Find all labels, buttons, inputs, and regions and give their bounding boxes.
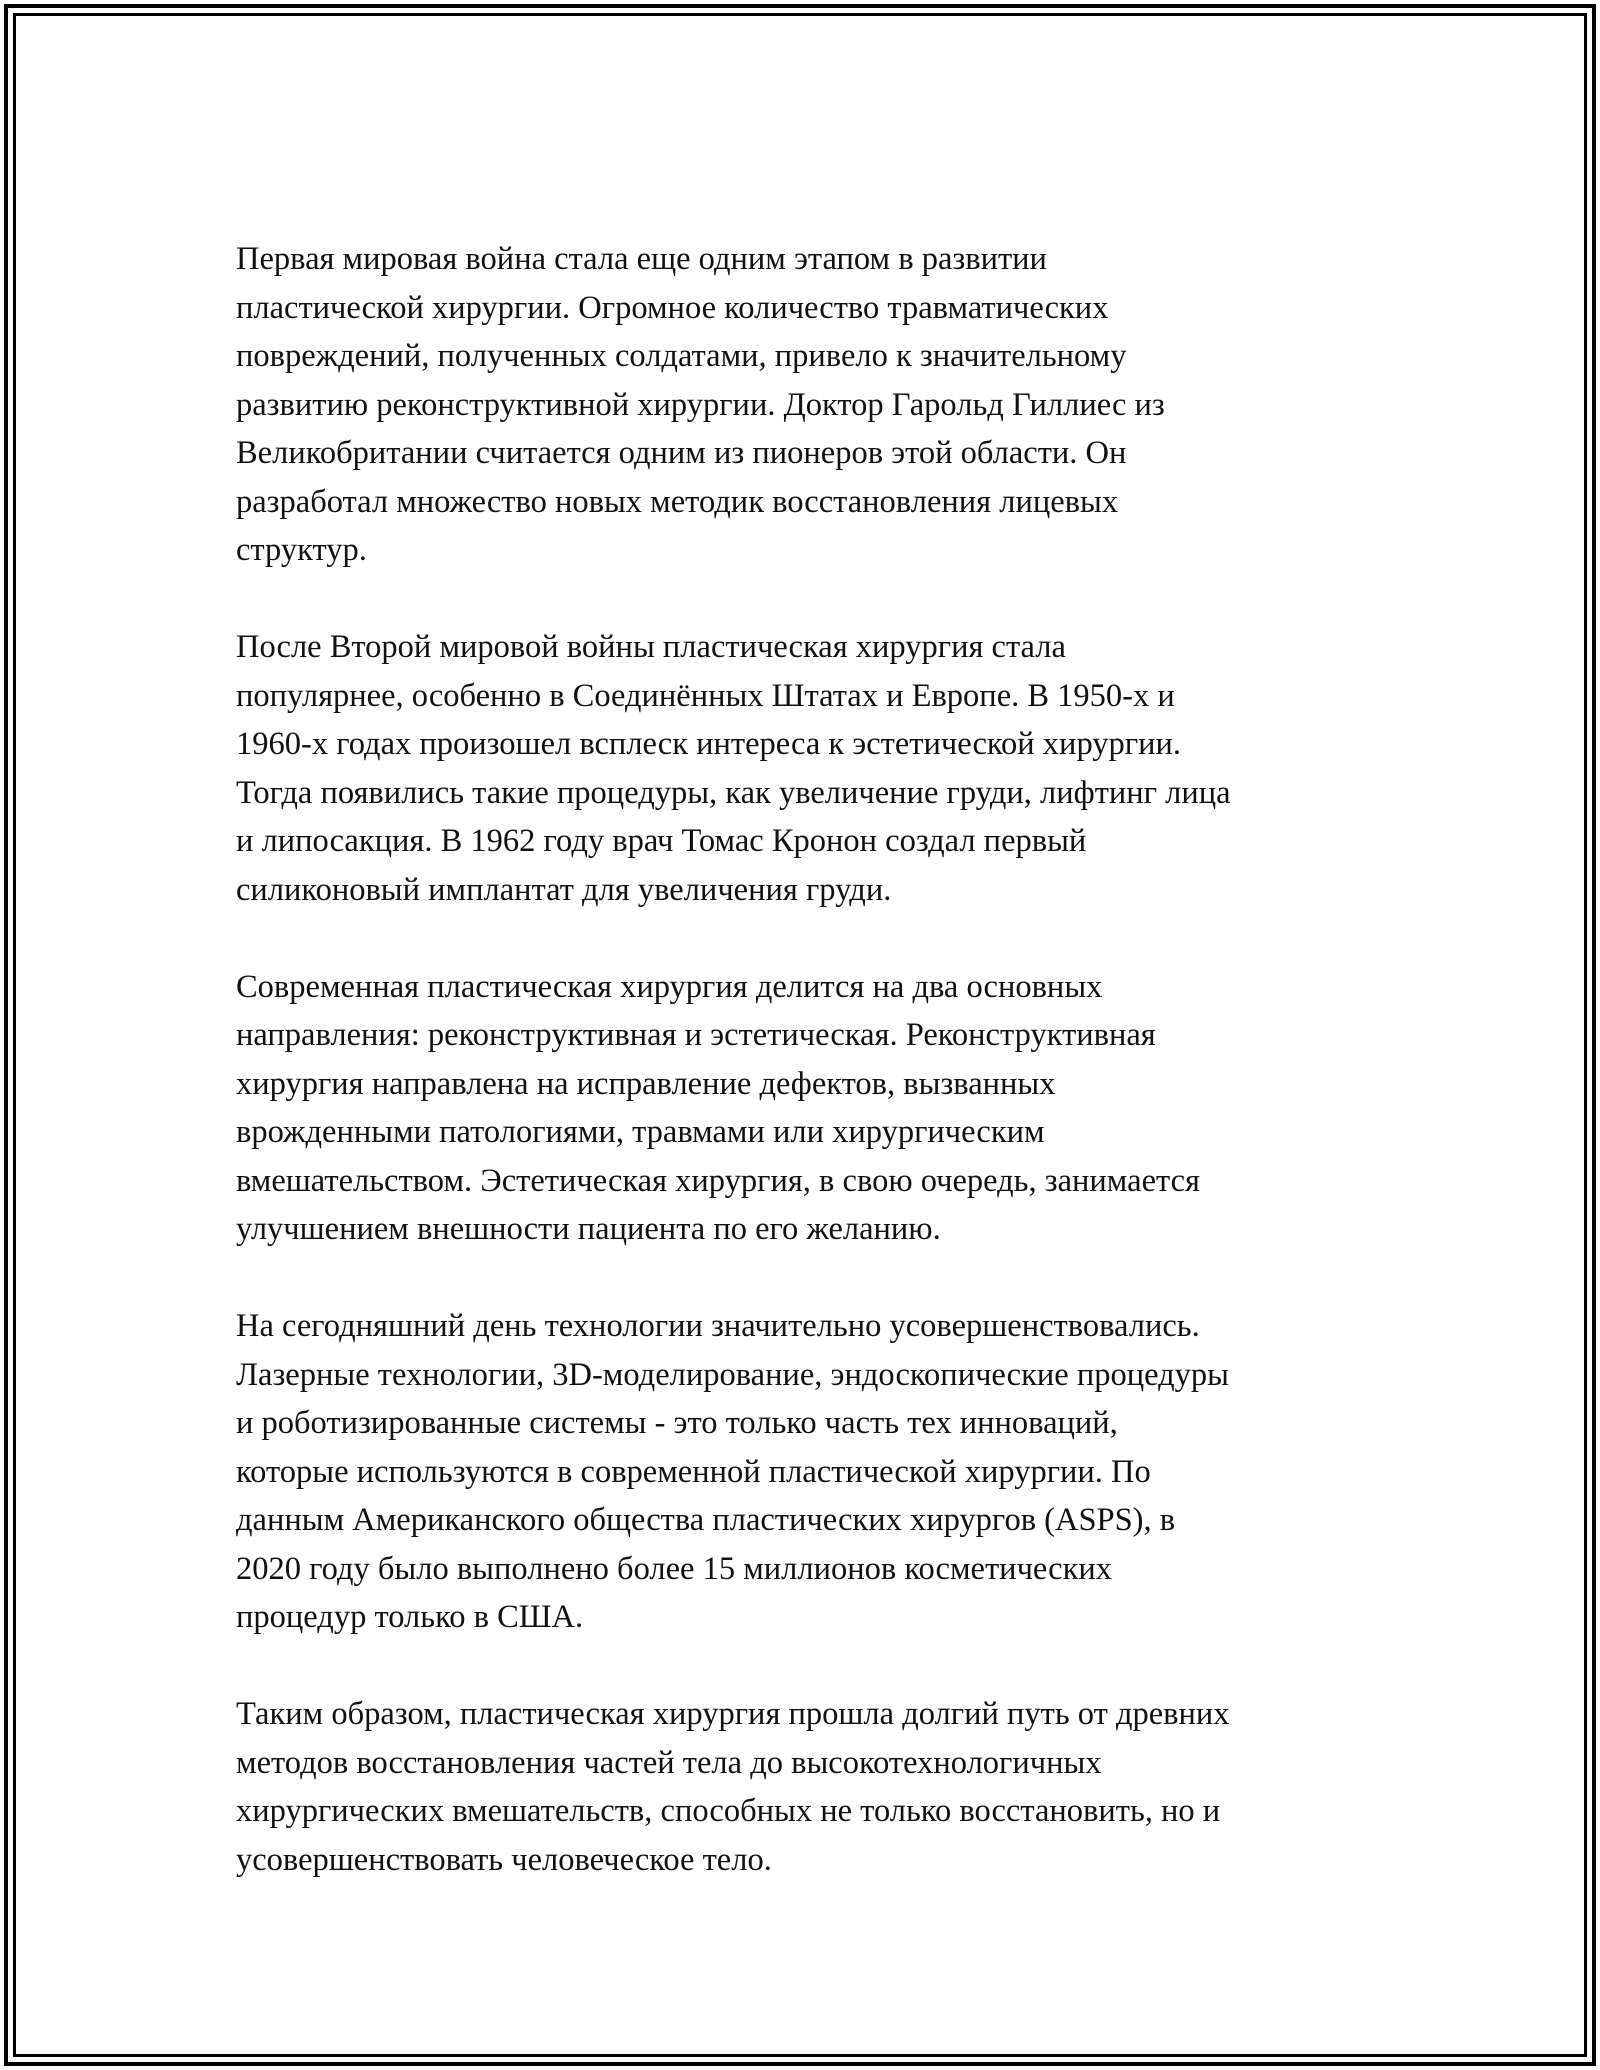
paragraph-technologies: На сегодняшний день технологии значительно усовершенствовались. Лазерные технологии, 3D-моделирование, эндоскопические процедуры и роботизированные системы - это только часть тех инноваций, которые используются в современной пластической хирургии. По данным Американского общества пластических хирургов (ASPS), в 2020 году было выполнено более 15 миллионов косметических процедур только в США. bbox=[236, 1308, 1229, 1635]
paragraph-modern-directions: Современная пластическая хирургия делится на два основных направления: реконструктивная и эстетическая. Реконструктивная хирургия направлена на исправление дефектов, вызванных врожденными патологиями, травмами или хирургическим вмешательством. Эстетическая хирургия, в свою очередь, занимается улучшением внешности пациента по его желанию. bbox=[236, 968, 1200, 1247]
paragraph-world-war-one: Первая мировая война стала еще одним этапом в развитии пластической хирургии. Огромное количество травматических повреждений, полученных солдатами, привело к значительному развитию реконструктивной хирургии. Доктор Гарольд Гиллиес из Великобритании считается одним из пионеров этой области. Он разработал множество новых методик восстановления лицевых структур. bbox=[236, 241, 1165, 568]
paragraph-world-war-two: После Второй мировой войны пластическая хирургия стала популярнее, особенно в Соединённых Штатах и Европе. В 1950-х и 1960-х годах произошел всплеск интереса к эстетической хирургии. Тогда появились такие процедуры, как увеличение груди, лифтинг лица и липосакция. В 1962 году врач Томас Кронон создал первый силиконовый имплантат для увеличения груди. bbox=[236, 629, 1231, 908]
document-body bbox=[236, 235, 1366, 1884]
paragraph-conclusion: Таким образом, пластическая хирургия прошла долгий путь от древних методов восстановления частей тела до высокотехнологичных хирургических вмешательств, способных не только восстановить, но и усовершенствовать человеческое тело. bbox=[236, 1696, 1230, 1878]
